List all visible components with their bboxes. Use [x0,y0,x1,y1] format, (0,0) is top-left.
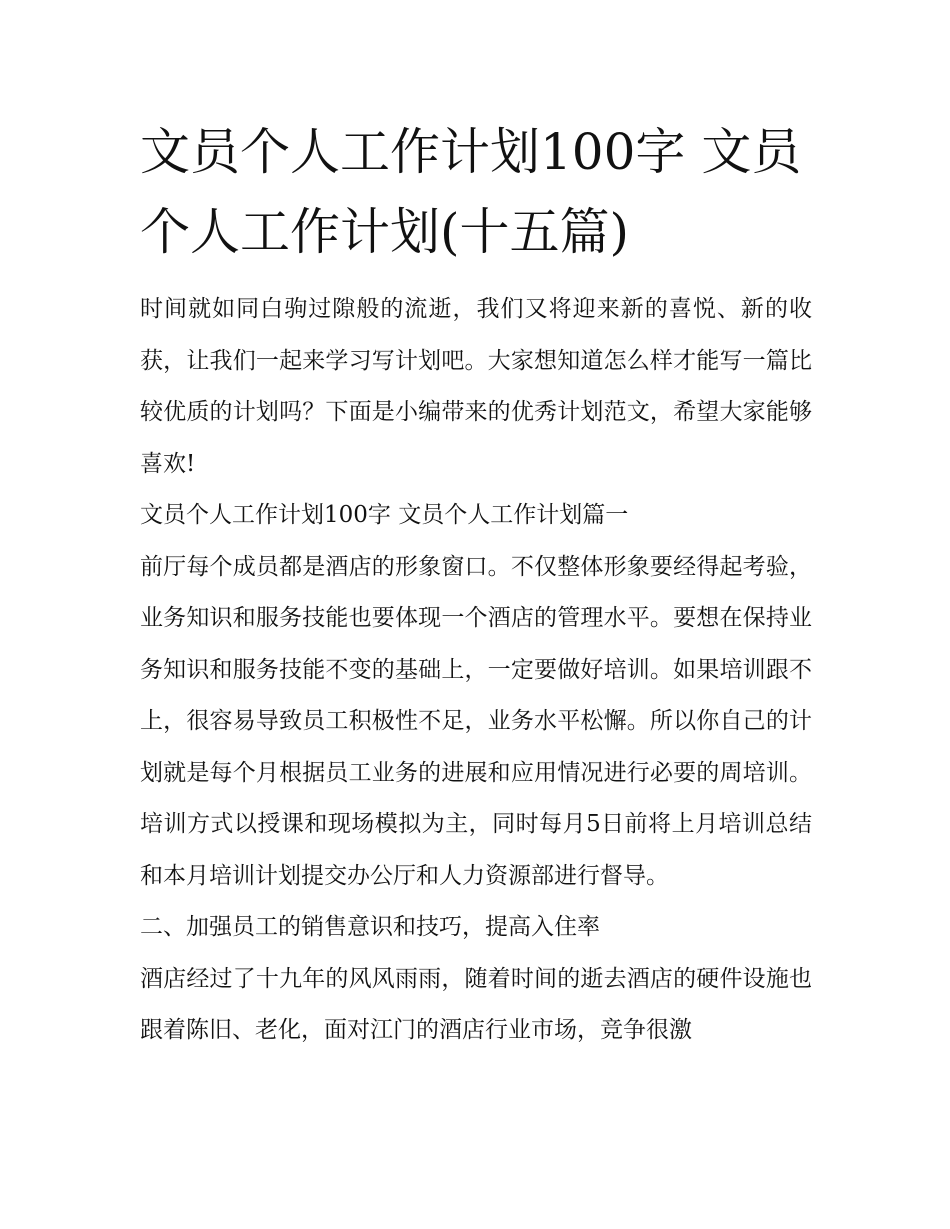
subheading-2: 二、加强员工的销售意识和技巧，提高入住率 [140,914,600,940]
section-heading: 文员个人工作计划100字 文员个人工作计划篇一 [140,502,629,528]
body-paragraph-2: 酒店经过了十九年的风风雨雨，随着时间的逝去酒店的硬件设施也跟着陈旧、老化，面对江门的酒店行业市场，竞争很激 [140,965,812,1043]
document-title: 文员个人工作计划100字 文员个人工作计划(十五篇) [140,123,802,261]
body-paragraph-1: 前厅每个成员都是酒店的形象窗口。不仅整体形象要经得起考验，业务知识和服务技能也要体现一个酒店的管理水平。要想在保持业务知识和服务技能不变的基础上，一定要做好培训。如果培训跟不上，很容易导致员工积极性不足，业务水平松懈。所以你自己的计划就是每个月根据员工业务的进展和应用情况进行必要的周培训。培训方式以授课和现场模拟为主，同时每月5日前将上月培训总结和本月培训计划提交办公厅和人力资源部进行督导。 [140,553,812,889]
document-page [140,112,812,1057]
intro-paragraph: 时间就如同白驹过隙般的流逝，我们又将迎来新的喜悦、新的收获，让我们一起来学习写计划吧。大家想知道怎么样才能写一篇比较优质的计划吗？下面是小编带来的优秀计划范文，希望大家能够喜欢! [140,296,812,477]
